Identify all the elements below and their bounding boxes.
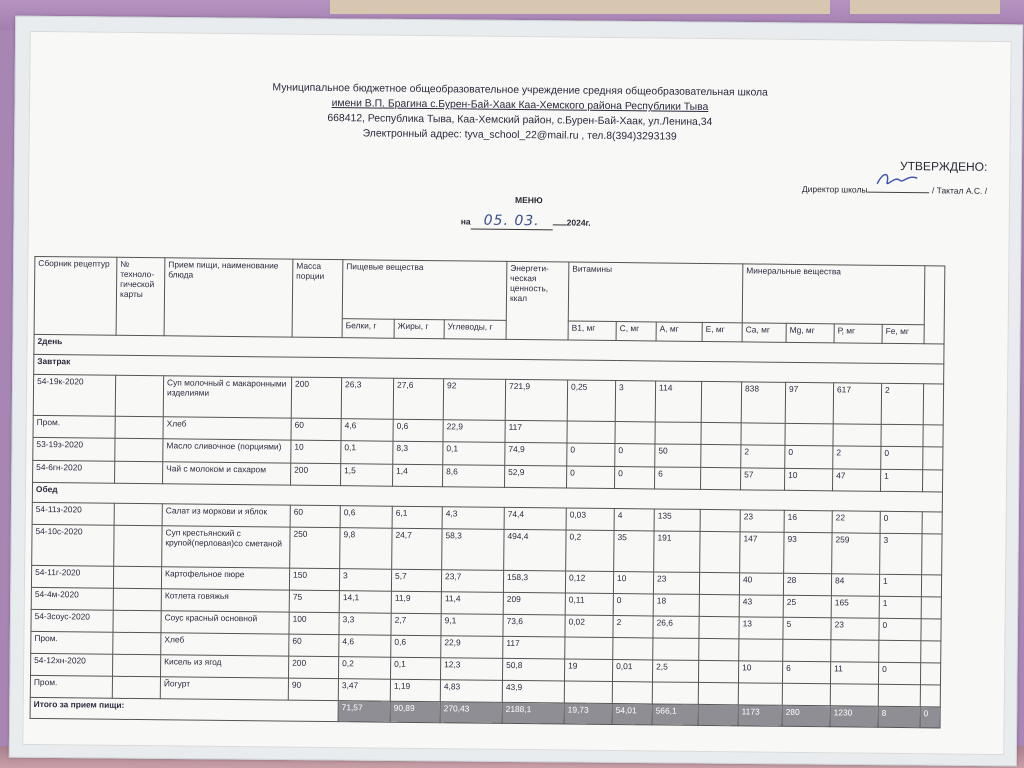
cell-empty — [922, 512, 942, 534]
cell-p — [833, 424, 881, 447]
header-c: С, мг — [616, 322, 656, 341]
header-b1: В1, мг — [568, 321, 616, 341]
cell-prot: 3 — [339, 569, 391, 592]
cell-ca — [739, 639, 783, 661]
total-mg: 280 — [782, 705, 830, 727]
cell-carb: 92 — [443, 379, 505, 421]
menu-sheet — [22, 31, 1011, 755]
approved-label: УТВЕРЖДЕНО: — [899, 158, 988, 174]
cell-a: 26,6 — [653, 616, 699, 638]
cell-p: 165 — [831, 596, 879, 619]
cell-fe: 0 — [879, 618, 921, 640]
cell-prot: 1,5 — [341, 464, 393, 487]
cell-a — [655, 422, 701, 444]
school-header — [30, 78, 1011, 148]
cell-mass: 200 — [291, 377, 341, 419]
cell-p: 23 — [831, 618, 879, 641]
cell-kcal: 158,3 — [503, 570, 565, 593]
cell-b1 — [565, 637, 613, 660]
cell-e — [701, 381, 741, 422]
cell-name: Котлета говяжья — [161, 589, 289, 612]
cell-mass: 60 — [291, 418, 341, 441]
cell-name: Чай с молоком и сахаром — [163, 462, 291, 485]
cell-carb: 8,6 — [443, 465, 505, 488]
cell-recipe: 54-11з-2020 — [32, 502, 114, 525]
breakfast-label: Завтрак — [34, 354, 944, 384]
cell-p: 617 — [833, 383, 881, 425]
lunch-rows — [30, 502, 942, 707]
header-nutrients: Пищевые вещества — [342, 260, 507, 321]
cell-a: 135 — [654, 509, 700, 531]
cell-e — [698, 660, 738, 682]
cell-prot: 3,47 — [338, 679, 390, 702]
header-carbs: Углеводы, г — [444, 320, 506, 340]
cell-fat: 0,1 — [390, 657, 440, 680]
cell-fat: 0,6 — [391, 635, 441, 658]
total-c: 54,01 — [612, 704, 652, 725]
cell-a: 6 — [655, 467, 701, 489]
header-extra — [924, 266, 945, 344]
cell-kcal: 50,8 — [502, 658, 564, 681]
cell-empty — [920, 685, 940, 707]
cell-empty — [922, 470, 942, 492]
cell-empty — [920, 663, 940, 685]
cell-kcal: 209 — [503, 592, 565, 615]
date-prefix: на — [460, 216, 471, 227]
cell-mass: 150 — [289, 568, 339, 591]
header-proteins: Белки, г — [342, 319, 394, 339]
cell-prot: 4,6 — [341, 419, 393, 442]
cell-e — [701, 422, 741, 444]
cell-fat: 0,6 — [393, 419, 443, 442]
cell-kcal: 74,9 — [505, 442, 567, 466]
cell-mg: 10 — [784, 468, 832, 491]
cell-empty — [113, 588, 161, 611]
cell-ca — [741, 423, 785, 445]
cell-kcal: 721,9 — [505, 379, 567, 421]
cell-kcal: 43,9 — [502, 680, 564, 703]
cell-p: 11 — [830, 662, 878, 685]
cell-fe: 3 — [880, 533, 922, 574]
header-fats: Жиры, г — [394, 319, 444, 339]
cell-empty — [921, 597, 941, 619]
cell-b1: 0,03 — [566, 508, 614, 531]
cell-b1 — [567, 421, 615, 444]
cell-carb: 23,7 — [441, 570, 503, 593]
cell-fat: 5,7 — [391, 569, 441, 592]
cell-name: Хлеб — [163, 417, 291, 440]
cell-fe: 0 — [878, 662, 920, 684]
header-e: Е, мг — [702, 322, 742, 341]
cell-fat: 6,1 — [392, 506, 442, 529]
cell-empty — [114, 525, 162, 567]
breakfast-rows — [33, 374, 944, 492]
cell-p: 2 — [833, 446, 881, 470]
cell-b1: 0 — [567, 466, 615, 489]
cell-c: 0 — [613, 594, 653, 616]
cell-recipe: 54-4м-2020 — [31, 587, 113, 610]
cell-mass: 250 — [290, 527, 340, 569]
cell-kcal: 117 — [503, 636, 565, 659]
school-line-2: имени В.П. Брагина с.Бурен-Бай-Хаак Каа-Хемского района Республики Тыва — [331, 98, 709, 113]
header-recipes: Сборник рецептур — [34, 256, 117, 335]
cell-kcal: 52,9 — [505, 465, 567, 488]
school-contacts: Электронный адрес: tyva_school_22@mail.ru , тел.8(394)3293139 — [362, 128, 677, 143]
director-line — [802, 181, 987, 196]
cell-c: 2 — [613, 616, 653, 638]
cell-carb: 22,9 — [441, 636, 503, 659]
cell-empty — [115, 461, 163, 484]
cell-name: Салат из моркови и яблок — [162, 504, 290, 527]
cell-fat: 8,3 — [393, 441, 443, 465]
header-fe: Fe, мг — [882, 324, 924, 343]
cell-ca: 43 — [739, 595, 783, 617]
cell-kcal: 494,4 — [504, 529, 566, 571]
cell-ca: 147 — [740, 532, 784, 573]
cell-carb: 9,1 — [441, 614, 503, 637]
cell-carb: 4,3 — [442, 507, 504, 530]
header-energy: Энергети-ческая ценность, ккал — [506, 261, 569, 340]
cell-mg — [783, 639, 831, 662]
cell-recipe: 54-3соус-2020 — [31, 609, 113, 632]
cell-prot: 26,3 — [341, 378, 393, 420]
cell-ca: 23 — [740, 510, 784, 532]
cell-e — [701, 467, 741, 489]
cell-kcal: 73,6 — [503, 614, 565, 637]
cell-ca: 2 — [741, 445, 785, 468]
cell-recipe: 53-19з-2020 — [33, 437, 115, 461]
cell-recipe: Пром. — [30, 675, 112, 698]
cell-fe: 0 — [880, 511, 922, 533]
total-carb: 270,43 — [440, 702, 502, 724]
cell-prot: 3,3 — [339, 613, 391, 636]
cell-e — [698, 682, 738, 704]
cell-e — [699, 572, 739, 594]
cell-empty — [922, 534, 942, 575]
cell-b1: 0,11 — [565, 593, 613, 616]
cell-name: Кисель из ягод — [161, 655, 289, 678]
cell-a: 23 — [653, 572, 699, 594]
cell-name: Хлеб — [161, 633, 289, 656]
cell-carb: 58,3 — [442, 529, 504, 571]
cell-a: 50 — [655, 444, 701, 467]
header-mg: Mg, мг — [786, 323, 834, 343]
total-e — [698, 704, 738, 725]
cell-b1 — [564, 681, 612, 704]
date-value: 05. 03. — [471, 213, 553, 231]
header-minerals: Минеральные вещества — [742, 264, 925, 325]
cell-fe: 2 — [881, 383, 923, 424]
cell-empty — [923, 447, 943, 470]
school-address: 668412, Республика Тыва, Каа-Хемский район, с.Бурен-Бай-Хаак, ул.Ленина,34 — [327, 112, 713, 129]
cell-mass: 90 — [288, 678, 338, 701]
cell-prot: 0,1 — [341, 441, 393, 465]
cell-empty — [114, 503, 162, 526]
total-kcal: 2188,1 — [502, 702, 564, 724]
cell-recipe: Пром. — [33, 415, 115, 438]
date-suffix: 2024г. — [566, 217, 591, 228]
wood-trim — [330, 0, 830, 14]
cell-name: Соус красный основной — [161, 611, 289, 634]
cell-empty — [113, 566, 161, 589]
cell-name: Картофельное пюре — [161, 567, 289, 590]
header-mass: Масса порции — [292, 259, 343, 338]
total-label: Итого за прием пищи: — [30, 697, 338, 721]
header-dish: Прием пищи, наименование блюда — [164, 258, 293, 337]
cell-p: 47 — [832, 469, 880, 492]
cell-a: 18 — [653, 594, 699, 616]
cell-empty — [923, 384, 943, 425]
cell-e — [699, 638, 739, 660]
day-label: 2день — [34, 334, 944, 364]
cell-name: Йогурт — [160, 677, 288, 700]
cell-name: Масло сливочное (порциями) — [163, 439, 291, 463]
cell-empty — [112, 676, 160, 699]
cell-carb: 0,1 — [443, 442, 505, 466]
cell-b1: 0 — [567, 443, 615, 467]
cell-fat: 1,4 — [393, 464, 443, 487]
cell-carb: 12,3 — [440, 658, 502, 681]
cell-b1: 0,12 — [565, 571, 613, 594]
menu-table — [30, 256, 946, 729]
cell-a — [653, 638, 699, 660]
cell-recipe: Пром. — [31, 631, 113, 654]
cell-c: 35 — [614, 531, 654, 572]
total-prot: 71,57 — [338, 701, 390, 723]
cell-mass: 200 — [289, 656, 339, 679]
total-fe: 8 — [878, 706, 920, 727]
cell-b1: 19 — [564, 659, 612, 682]
cell-ca: 40 — [739, 573, 783, 595]
cell-recipe: 54-10с-2020 — [32, 524, 114, 566]
cell-fat: 2,7 — [391, 613, 441, 636]
cell-fe — [878, 684, 920, 706]
cell-ca: 13 — [739, 617, 783, 639]
cell-a: 191 — [654, 531, 700, 572]
cell-e — [700, 509, 740, 531]
total-p: 1230 — [830, 706, 878, 728]
cell-mass: 100 — [289, 612, 339, 635]
cell-c — [613, 638, 653, 660]
menu-date — [461, 212, 591, 230]
cell-mg: 6 — [782, 661, 830, 684]
cell-mg: 97 — [785, 382, 833, 424]
total-fat: 90,89 — [390, 701, 440, 723]
cell-mg — [785, 423, 833, 446]
cell-ca: 10 — [738, 661, 782, 683]
cell-empty — [923, 425, 943, 447]
cell-kcal: 74,4 — [504, 507, 566, 530]
cell-c — [615, 422, 655, 444]
cell-e — [700, 531, 740, 572]
cell-p: 84 — [831, 574, 879, 597]
cell-e — [699, 594, 739, 616]
cell-c: 4 — [614, 509, 654, 531]
cell-empty — [115, 375, 163, 417]
cell-mg: 5 — [783, 617, 831, 640]
cell-e — [699, 616, 739, 638]
cell-prot: 0,2 — [338, 657, 390, 680]
total-ca: 1173 — [738, 705, 782, 726]
wood-trim-right — [850, 0, 1000, 14]
cell-kcal: 117 — [505, 420, 567, 443]
cell-empty — [115, 438, 163, 462]
cell-mass: 75 — [289, 590, 339, 613]
cell-fe — [879, 640, 921, 662]
cell-b1: 0,2 — [566, 530, 614, 572]
cell-p: 259 — [832, 533, 880, 575]
cell-c: 0,01 — [612, 660, 652, 682]
cell-recipe: 54-11г-2020 — [31, 565, 113, 588]
cell-empty — [113, 654, 161, 677]
cell-mass: 60 — [290, 505, 340, 528]
cell-b1: 0,25 — [567, 380, 615, 422]
cell-carb: 11,4 — [441, 592, 503, 615]
cell-c — [612, 682, 652, 704]
cell-fat: 1,19 — [390, 679, 440, 702]
cell-p — [830, 684, 878, 707]
cell-mg: 93 — [784, 532, 832, 574]
cell-a: 114 — [655, 381, 701, 422]
cell-mg: 25 — [783, 595, 831, 618]
cell-carb: 22,9 — [443, 420, 505, 443]
cell-mg: 28 — [783, 573, 831, 596]
cell-recipe: 54-6гн-2020 — [33, 460, 115, 483]
cell-fe: 1 — [879, 574, 921, 596]
cell-prot: 9,8 — [340, 528, 392, 570]
cell-fat: 27,6 — [393, 378, 443, 420]
cell-c: 0 — [615, 444, 655, 467]
total-b1: 19,73 — [564, 703, 612, 725]
cell-a — [652, 682, 698, 704]
cell-fe: 1 — [880, 469, 922, 491]
director-label: Директор школы — [801, 183, 868, 195]
cell-mass: 10 — [291, 440, 341, 464]
cell-mg — [782, 683, 830, 706]
header-p: Р, мг — [834, 324, 882, 344]
director-name: / Тактал А.С. / — [931, 185, 988, 196]
school-line-1: Муниципальное бюджетное общеобразовательное учреждение средняя общеобразовательная школа — [272, 82, 768, 99]
header-vitamins: Витамины — [568, 262, 743, 323]
menu-title: МЕНЮ — [514, 194, 543, 206]
lunch-label: Обед — [32, 482, 942, 512]
cell-p: 22 — [832, 511, 880, 534]
cell-a: 2,5 — [652, 660, 698, 682]
cell-prot: 14,1 — [339, 591, 391, 614]
cell-fe: 0 — [881, 446, 923, 469]
cell-c: 0 — [615, 467, 655, 489]
header-a: А, мг — [656, 322, 702, 341]
cell-ca: 57 — [740, 468, 784, 490]
cell-ca: 838 — [741, 382, 785, 423]
cell-empty — [921, 619, 941, 641]
header-ca: Са, мг — [742, 323, 786, 342]
cell-fat: 24,7 — [392, 528, 442, 570]
cell-name: Суп крестьянский с крупой(перловая)со сметаной — [162, 526, 290, 568]
total-a: 566,1 — [652, 704, 698, 725]
cell-empty — [113, 610, 161, 633]
total-extra: 0 — [920, 707, 940, 728]
cell-prot: 4,6 — [339, 635, 391, 658]
signature — [868, 182, 930, 194]
cell-recipe: 54-12хн-2020 — [31, 653, 113, 676]
cell-fe: 1 — [879, 596, 921, 618]
cell-empty — [921, 641, 941, 663]
cell-prot: 0,6 — [340, 506, 392, 529]
cell-empty — [921, 575, 941, 597]
cell-b1: 0,02 — [565, 615, 613, 638]
cell-c: 10 — [613, 572, 653, 594]
cell-c: 3 — [615, 381, 655, 422]
cell-empty — [115, 416, 163, 439]
cell-fat: 11,9 — [391, 591, 441, 614]
cell-empty — [113, 632, 161, 655]
cell-mg: 0 — [785, 445, 833, 469]
cell-name: Суп молочный с макаронными изделиями — [163, 376, 291, 418]
cell-mass: 200 — [291, 463, 341, 486]
cell-mass: 60 — [289, 634, 339, 657]
cell-ca — [738, 683, 782, 705]
cell-mg: 16 — [784, 510, 832, 533]
cell-p — [831, 640, 879, 663]
cell-e — [701, 444, 741, 467]
header-tech-card: № техноло-гической карты — [116, 257, 165, 335]
cell-fe — [881, 424, 923, 446]
cell-recipe: 54-19к-2020 — [33, 374, 115, 416]
cell-carb: 4,83 — [440, 680, 502, 703]
